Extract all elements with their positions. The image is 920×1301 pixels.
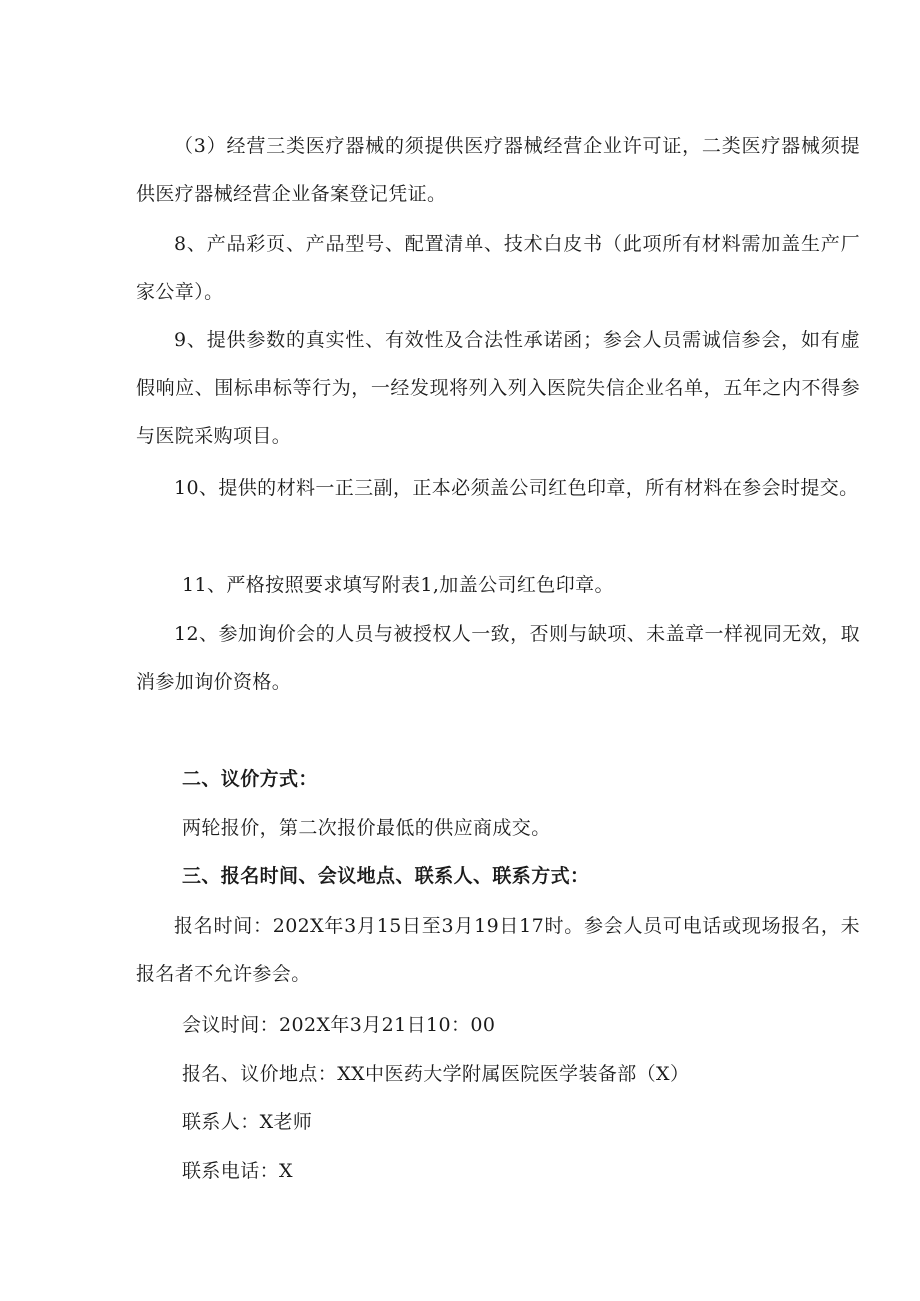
paragraph-item-8: 8、产品彩页、产品型号、配置清单、技术白皮书（此项所有材料需加盖生产厂家公章）。 (136, 233, 860, 303)
meeting-time-text: 会议时间：202X年3月21日10：00 (182, 1014, 496, 1036)
paragraph-item-11: 11、严格按照要求填写附表1,加盖公司红色印章。 (182, 574, 614, 596)
paragraph-item-10: 10、提供的材料一正三副，正本必须盖公司红色印章，所有材料在参会时提交。 (174, 477, 859, 499)
registration-time-text: 报名时间：202X年3月15日至3月19日17时。参会人员可电话或现场报名，未报名者不允许参会。 (136, 915, 860, 985)
paragraph-item-3: （3）经营三类医疗器械的须提供医疗器械经营企业许可证，二类医疗器械须提供医疗器械经营企业备案登记凭证。 (136, 135, 860, 205)
paragraph-item-9: 9、提供参数的真实性、有效性及合法性承诺函；参会人员需诚信参会，如有虚假响应、围标串标等行为，一经发现将列入列入医院失信企业名单，五年之内不得参与医院采购项目。 (136, 329, 860, 447)
paragraph-item-12: 12、参加询价会的人员与被授权人一致，否则与缺项、未盖章一样视同无效，取消参加询价资格。 (136, 623, 860, 693)
section-heading-registration: 三、报名时间、会议地点、联系人、联系方式： (182, 865, 590, 887)
negotiation-method-text: 两轮报价，第二次报价最低的供应商成交。 (182, 817, 551, 839)
contact-phone-text: 联系电话：X (182, 1160, 293, 1182)
location-text: 报名、议价地点：XX中医药大学附属医院医学装备部（X） (182, 1063, 690, 1085)
section-heading-negotiation: 二、议价方式： (182, 768, 318, 790)
contact-person-text: 联系人：X老师 (182, 1111, 313, 1133)
